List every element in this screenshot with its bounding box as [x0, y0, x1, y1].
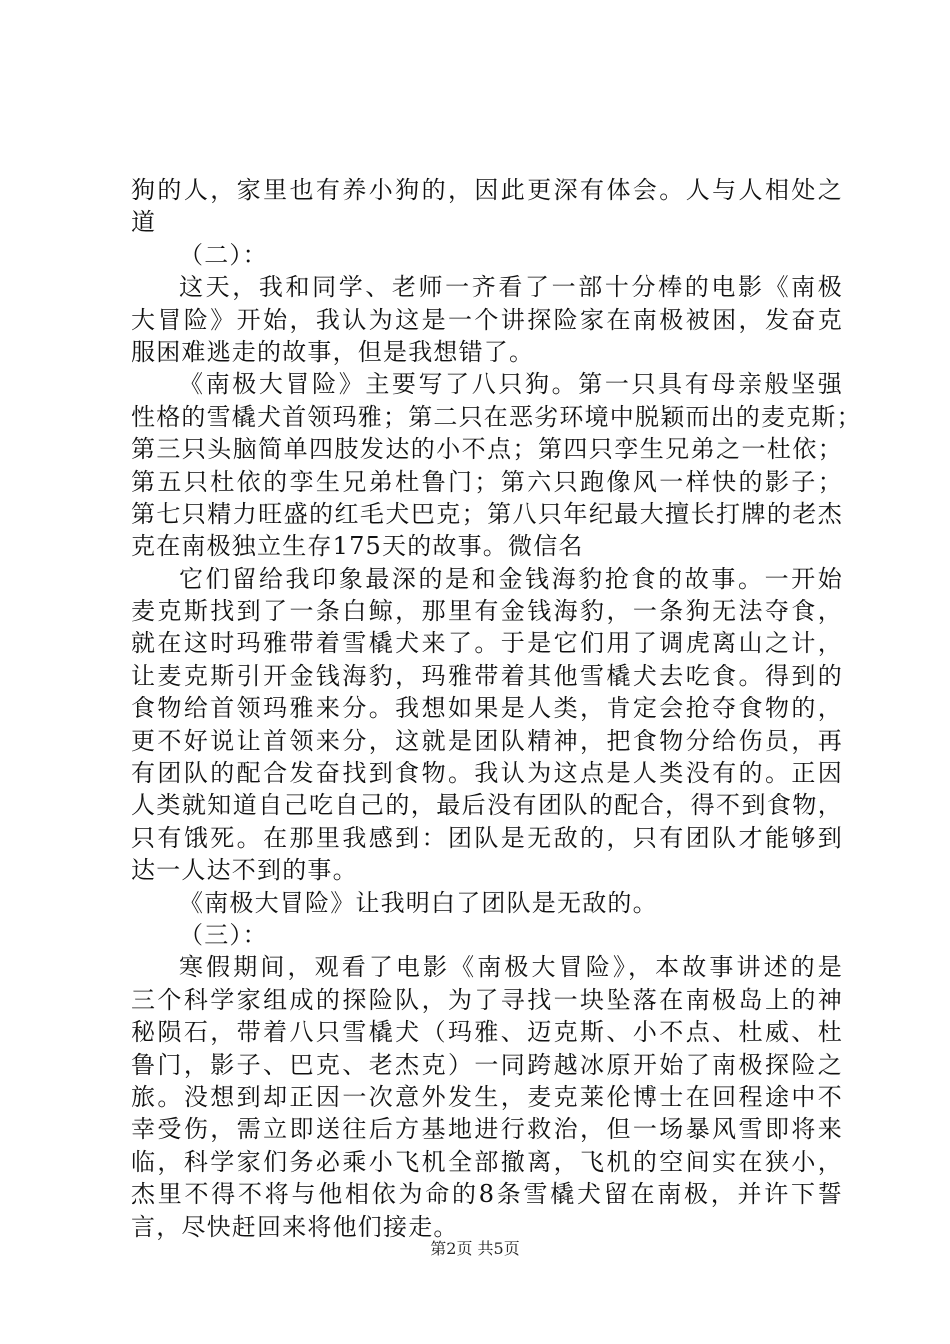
text-line: 服困难逃走的故事，但是我想错了。: [131, 337, 535, 366]
text-line: 只有饿死。在那里我感到：团队是无敌的，只有团队才能够到: [131, 823, 843, 852]
text-line: 鲁门，影子、巴克、老杰克）一同跨越冰原开始了南极探险之: [131, 1050, 843, 1079]
text-line: 大冒险》开始，我认为这是一个讲探险家在南极被困，发奋克: [131, 305, 843, 334]
text-line: 狗的人，家里也有养小狗的，因此更深有体会。人与人相处之: [131, 176, 843, 204]
text-line: 幸受伤，需立即送往后方基地进行救治，但一场暴风雪即将来: [131, 1115, 843, 1144]
text-line: 《南极大冒险》让我明白了团队是无敌的。: [179, 888, 658, 917]
text-line: 第七只精力旺盛的红毛犬巴克；第八只年纪最大擅长打牌的老杰: [131, 499, 843, 528]
text-line: 麦克斯找到了一条白鲸，那里有金钱海豹，一条狗无法夺食，: [131, 597, 843, 626]
text-line: 食物给首领玛雅来分。我想如果是人类，肯定会抢夺食物的，: [131, 694, 843, 723]
text-line: 《南极大冒险》主要写了八只狗。第一只具有母亲般坚强: [179, 370, 843, 399]
text-line: 第三只头脑简单四肢发达的小不点；第四只孪生兄弟之一杜依；: [131, 435, 843, 464]
text-line: 有团队的配合发奋找到食物。我认为这点是人类没有的。正因: [131, 759, 843, 788]
page-footer: [0, 1239, 950, 1259]
text-line: 性格的雪橇犬首领玛雅；第二只在恶劣环境中脱颖而出的麦克斯；: [131, 402, 862, 431]
text-line: 临，科学家们务必乘小飞机全部撤离，飞机的空间实在狭小，: [131, 1147, 843, 1176]
text-line: 它们留给我印象最深的是和金钱海豹抢食的故事。一开始: [179, 564, 843, 593]
document-body: [131, 174, 862, 1243]
text-line: 言，尽快赶回来将他们接走。: [131, 1212, 459, 1241]
text-line: 旅。没想到却正因一次意外发生，麦克莱伦博士在回程途中不: [131, 1082, 843, 1111]
text-line: 达一人达不到的事。: [131, 856, 358, 885]
text-line: 这天，我和同学、老师一齐看了一部十分棒的电影《南极: [179, 273, 843, 302]
text-line: 更不好说让首领来分，这就是团队精神，把食物分给伤员，再: [131, 726, 843, 755]
text-line: 道: [131, 208, 157, 237]
text-line: 人类就知道自己吃自己的，最后没有团队的配合，得不到食物，: [131, 791, 843, 820]
text-line: 杰里不得不将与他相依为命的8条雪橇犬留在南极，并许下誓: [131, 1180, 843, 1209]
text-line: 就在这时玛雅带着雪橇犬来了。于是它们用了调虎离山之计，: [131, 629, 843, 658]
text-line: 让麦克斯引开金钱海豹，玛雅带着其他雪橇犬去吃食。得到的: [131, 661, 843, 690]
text-line: 寒假期间，观看了电影《南极大冒险》，本故事讲述的是: [179, 953, 843, 982]
section-heading-3: （三）：: [179, 920, 268, 949]
page-number: 第2页 共5页: [430, 1239, 520, 1258]
text-line: 克在南极独立生存175天的故事。微信名: [131, 532, 584, 561]
section-heading-2: （二）：: [179, 240, 268, 269]
text-line: 第五只杜依的孪生兄弟杜鲁门；第六只跑像风一样快的影子；: [131, 467, 843, 496]
text-line: 秘陨石，带着八只雪橇犬（玛雅、迈克斯、小不点、杜威、杜: [131, 1018, 843, 1047]
text-line: 三个科学家组成的探险队，为了寻找一块坠落在南极岛上的神: [131, 985, 843, 1014]
